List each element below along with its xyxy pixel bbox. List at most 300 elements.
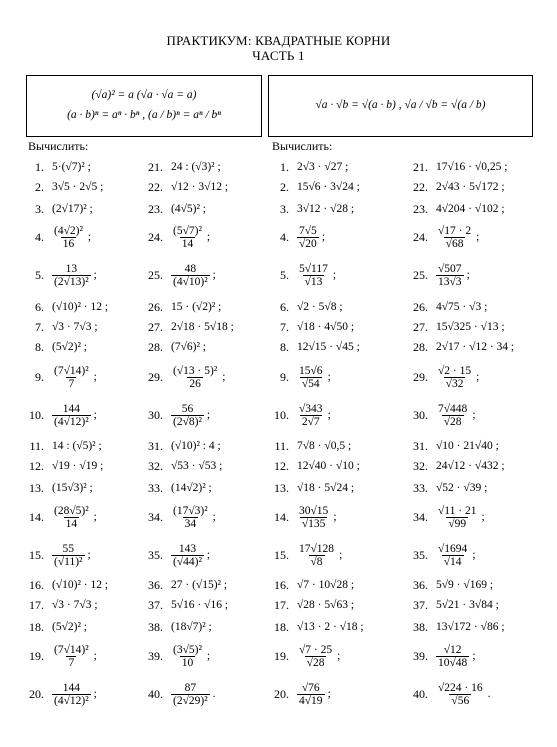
exercise-number: 16. — [274, 577, 289, 592]
exercise-expression: √19 · √19 ; — [52, 460, 104, 472]
exercise-item — [139, 617, 212, 637]
fraction-numerator: 48 — [184, 262, 197, 275]
fraction-denominator: (2√29)² — [173, 694, 208, 707]
fraction-suffix: ; — [93, 687, 97, 700]
exercise-expression: (5√2)² ; — [52, 621, 87, 633]
fraction-denominator: √20 — [299, 237, 317, 250]
fraction-suffix: ; — [93, 370, 97, 383]
fraction-numerator: 144 — [62, 681, 80, 694]
exercise-item — [139, 681, 216, 707]
exercise-item — [404, 199, 505, 219]
exercise-fraction — [171, 543, 210, 568]
fraction — [436, 403, 469, 428]
fraction-suffix: ; — [93, 649, 97, 662]
fraction-denominator: (2√8)² — [173, 415, 202, 428]
exercise-fraction — [297, 263, 336, 288]
fraction-denominator: 14 — [65, 517, 78, 530]
fraction — [171, 505, 210, 530]
exercise-expression: (√10)² : 4 ; — [171, 440, 221, 452]
exercise-expression: √7 · 10√28 ; — [297, 579, 355, 591]
fraction-numerator: √7 · 25 — [299, 643, 333, 656]
exercise-number: 13. — [274, 480, 289, 495]
fraction — [436, 682, 485, 707]
exercise-expression: 3√12 · √28 ; — [297, 203, 355, 215]
fraction-numerator: 17√128 — [299, 542, 335, 555]
exercise-number: 12. — [29, 458, 44, 473]
exercise-number: 36. — [148, 577, 163, 592]
exercise-item — [404, 224, 480, 250]
exercise-number: 22. — [413, 179, 428, 194]
exercise-number: 2. — [280, 179, 289, 194]
exercise-expression: 7√8 · √0,5 ; — [297, 440, 352, 452]
exercise-expression: 15 · (√2)² ; — [171, 301, 222, 313]
fraction — [52, 543, 85, 568]
exercise-item — [28, 297, 108, 317]
exercise-fraction — [171, 263, 216, 288]
exercise-number: 9. — [280, 369, 289, 384]
fraction — [171, 644, 204, 669]
exercise-number: 28. — [413, 339, 428, 354]
fraction-denominator: √135 — [301, 517, 326, 530]
exercise-number: 31. — [413, 438, 428, 453]
fraction-suffix: ; — [87, 548, 91, 561]
fraction-numerator: √1694 — [438, 542, 468, 555]
exercise-number: 20. — [274, 686, 289, 701]
exercise-number: 31. — [148, 438, 163, 453]
fraction — [297, 403, 325, 428]
exercise-item — [273, 617, 364, 637]
exercise-item — [404, 617, 505, 637]
fraction-denominator: 10 — [181, 656, 194, 669]
exercise-fraction — [52, 682, 97, 707]
exercise-expression: (√10)² · 12 ; — [52, 579, 109, 591]
exercise-item — [273, 364, 331, 390]
exercise-item — [404, 542, 476, 568]
exercise-item — [28, 177, 103, 197]
exercise-fraction — [171, 403, 210, 428]
fraction-suffix: . — [212, 687, 216, 700]
exercise-number: 12. — [274, 458, 289, 473]
exercise-item — [273, 317, 354, 337]
fraction-denominator: 7 — [68, 377, 75, 390]
exercise-number: 10. — [274, 407, 289, 422]
exercise-number: 8. — [280, 339, 289, 354]
fraction — [297, 263, 330, 288]
exercise-fraction — [436, 365, 479, 390]
fraction-suffix: ; — [321, 230, 326, 243]
exercise-item — [28, 575, 108, 595]
exercise-item — [28, 317, 98, 337]
exercise-expression: 15√6 · 3√24 ; — [297, 181, 360, 193]
fraction — [436, 644, 469, 669]
fraction — [52, 505, 91, 530]
exercise-expression: 12√15 · √45 ; — [297, 341, 360, 353]
exercise-item — [28, 402, 97, 428]
fraction-suffix: ; — [472, 408, 476, 421]
exercise-number: 40. — [148, 686, 163, 701]
section-header-left: Вычислить: — [28, 139, 89, 153]
exercise-fraction — [52, 263, 97, 288]
exercise-fraction — [436, 644, 476, 669]
fraction — [297, 644, 334, 669]
exercise-item — [404, 317, 505, 337]
exercise-item — [404, 595, 499, 615]
exercise-fraction — [297, 644, 340, 669]
fraction-denominator: √28 — [306, 656, 325, 669]
exercise-item — [28, 504, 97, 530]
fraction-numerator: √343 — [299, 402, 323, 415]
exercise-number: 3. — [35, 201, 44, 216]
exercise-fraction — [436, 263, 470, 288]
exercise-item — [139, 456, 222, 476]
fraction — [436, 263, 464, 288]
exercise-expression: (18√7)² ; — [171, 621, 212, 633]
exercise-item — [139, 364, 226, 390]
fraction-suffix: ; — [466, 268, 470, 281]
exercise-number: 26. — [148, 299, 163, 314]
fraction-denominator: √28 — [443, 415, 462, 428]
exercise-expression: √13 · 2 · √18 ; — [297, 621, 364, 633]
exercise-item — [28, 224, 92, 250]
exercise-item — [273, 643, 341, 669]
page-title: ПРАКТИКУМ: КВАДРАТНЫЕ КОРНИ — [166, 33, 391, 48]
fraction-denominator: √8 — [310, 555, 323, 568]
exercise-item — [404, 504, 485, 530]
exercise-fraction — [297, 682, 331, 707]
exercise-expression: 2√43 · 5√172 ; — [436, 181, 505, 193]
exercise-number: 28. — [148, 339, 163, 354]
exercise-expression: 4√204 · √102 ; — [436, 203, 505, 215]
exercise-expression: 12√40 · √10 ; — [297, 460, 360, 472]
exercise-expression: 5√16 · √16 ; — [171, 599, 229, 611]
exercise-expression: 17√16 · √0,25 ; — [436, 161, 508, 173]
fraction-numerator: (3√5)² — [173, 643, 202, 656]
exercise-item — [404, 575, 493, 595]
exercise-number: 33. — [148, 480, 163, 495]
exercise-number: 19. — [274, 648, 289, 663]
fraction — [436, 543, 469, 568]
fraction-numerator: 87 — [184, 681, 197, 694]
exercise-number: 15. — [274, 547, 289, 562]
exercise-expression: 5√9 · √169 ; — [436, 579, 494, 591]
exercise-fraction — [297, 365, 331, 390]
fraction-numerator: 144 — [62, 402, 80, 415]
exercise-expression: 3√5 · 2√5 ; — [52, 181, 104, 193]
exercise-expression: (2√17)² ; — [52, 203, 93, 215]
exercise-expression: 2√3 · √27 ; — [297, 161, 349, 173]
exercise-item — [28, 542, 91, 568]
fraction-denominator: 34 — [184, 517, 197, 530]
exercise-item — [28, 337, 87, 357]
exercise-expression: √10 · 21√40 ; — [436, 440, 499, 452]
exercise-number: 36. — [413, 577, 428, 592]
fraction — [171, 263, 210, 288]
fraction — [297, 543, 336, 568]
fraction-denominator: (4√10)² — [173, 275, 208, 288]
exercise-number: 24. — [413, 229, 428, 244]
fraction-denominator: √14 — [443, 555, 462, 568]
exercise-number: 25. — [148, 267, 163, 282]
exercise-expression: 5√21 · 3√84 ; — [436, 599, 499, 611]
exercise-item — [404, 364, 480, 390]
fraction-numerator: 13 — [65, 262, 78, 275]
exercise-expression: 14 : (√5)² ; — [52, 440, 102, 452]
exercise-fraction — [171, 682, 216, 707]
fraction-denominator: √56 — [451, 694, 470, 707]
fraction-numerator: √2 · 15 — [438, 364, 472, 377]
exercise-expression: √3 · 7√3 ; — [52, 321, 98, 333]
fraction-suffix: ; — [481, 510, 485, 523]
exercise-expression: (14√2)² ; — [171, 482, 212, 494]
exercise-number: 33. — [413, 480, 428, 495]
exercise-expression: (4√5)² ; — [171, 203, 206, 215]
exercise-number: 29. — [148, 369, 163, 384]
exercise-item — [139, 402, 211, 428]
exercise-number: 34. — [148, 509, 163, 524]
exercise-item — [139, 504, 216, 530]
exercise-fraction — [436, 682, 491, 707]
exercise-item — [28, 364, 97, 390]
exercise-expression: 5·(√7)² ; — [52, 161, 91, 173]
exercise-item — [139, 224, 211, 250]
exercise-item — [404, 436, 499, 456]
fraction-suffix: ; — [212, 268, 216, 281]
fraction-numerator: (7√14)² — [54, 364, 89, 377]
exercise-expression: (5√2)² ; — [52, 341, 87, 353]
exercise-number: 17. — [29, 597, 44, 612]
fraction-suffix: ; — [333, 510, 337, 523]
exercise-number: 3. — [280, 201, 289, 216]
exercise-number: 18. — [29, 619, 44, 634]
exercise-expression: 2√18 · 5√18 ; — [171, 321, 234, 333]
fraction — [436, 365, 473, 390]
fraction-denominator: (√11)² — [54, 555, 83, 568]
exercise-expression: √2 · 5√8 ; — [297, 301, 343, 313]
exercise-expression: (7√6)² ; — [171, 341, 206, 353]
exercise-expression: √18 · 5√24 ; — [297, 482, 355, 494]
exercise-fraction — [436, 403, 476, 428]
fraction-numerator: √11 · 21 — [438, 504, 477, 517]
fraction-numerator: 5√117 — [299, 262, 328, 275]
exercise-item — [273, 478, 354, 498]
exercise-number: 25. — [413, 267, 428, 282]
fraction-numerator: 55 — [62, 542, 74, 555]
fraction-numerator: √17 · 2 — [438, 224, 472, 237]
fraction-suffix: ; — [327, 370, 331, 383]
exercise-number: 10. — [29, 407, 44, 422]
exercise-item — [404, 643, 476, 669]
exercise-item — [273, 402, 331, 428]
exercise-number: 38. — [148, 619, 163, 634]
fraction-numerator: 30√15 — [299, 504, 329, 517]
exercise-number: 26. — [413, 299, 428, 314]
fraction-denominator: (4√12)² — [54, 415, 89, 428]
exercise-expression: √18 · 4√50 ; — [297, 321, 355, 333]
exercise-expression: √28 · 5√63 ; — [297, 599, 355, 611]
exercise-number: 32. — [413, 458, 428, 473]
fraction-numerator: (17√3)² — [173, 504, 208, 517]
fraction-denominator: 7 — [68, 656, 75, 669]
exercise-fraction — [436, 543, 476, 568]
fraction-denominator: (√44)² — [173, 555, 202, 568]
exercise-fraction — [171, 365, 225, 390]
exercise-item — [139, 478, 212, 498]
exercise-item — [139, 177, 228, 197]
fraction-denominator: 13√3 — [438, 275, 462, 288]
fraction — [171, 365, 219, 390]
exercise-number: 19. — [29, 648, 44, 663]
exercise-number: 21. — [413, 159, 428, 174]
fraction-numerator: 15√6 — [299, 364, 323, 377]
exercise-item — [139, 595, 228, 615]
exercise-number: 7. — [280, 319, 289, 334]
exercise-fraction — [171, 505, 216, 530]
exercise-expression: √53 · √53 ; — [171, 460, 223, 472]
exercise-item — [273, 542, 343, 568]
exercise-fraction — [52, 505, 97, 530]
exercise-item — [273, 224, 326, 250]
exercise-number: 14. — [274, 509, 289, 524]
exercise-expression: 13√172 · √86 ; — [436, 621, 505, 633]
fraction-suffix: ; — [206, 649, 211, 662]
exercise-number: 1. — [35, 159, 44, 174]
exercise-expression: 24√12 · √432 ; — [436, 460, 505, 472]
exercise-number: 16. — [29, 577, 44, 592]
formula-power-rules: (a · b)ⁿ = aⁿ · bⁿ , (a / b)ⁿ = aⁿ / bⁿ — [67, 109, 221, 121]
fraction-denominator: 16 — [62, 237, 75, 250]
fraction-suffix: ; — [337, 649, 341, 662]
exercise-number: 37. — [148, 597, 163, 612]
fraction — [52, 225, 85, 250]
fraction-suffix: ; — [472, 548, 476, 561]
exercise-item — [28, 436, 102, 456]
exercise-item — [273, 262, 337, 288]
exercise-fraction — [297, 225, 325, 250]
exercise-item — [139, 337, 206, 357]
fraction — [297, 365, 325, 390]
exercise-item — [273, 157, 348, 177]
fraction-numerator: (7√14)² — [54, 643, 89, 656]
exercise-number: 2. — [35, 179, 44, 194]
fraction-suffix: ; — [206, 548, 211, 561]
fraction — [52, 263, 91, 288]
fraction-denominator: √68 — [445, 237, 464, 250]
exercise-item — [404, 681, 491, 707]
exercise-item — [139, 262, 216, 288]
exercise-number: 18. — [274, 619, 289, 634]
fraction-numerator: (4√2)² — [54, 224, 83, 237]
exercise-item — [28, 157, 91, 177]
exercise-fraction — [297, 403, 331, 428]
exercise-item — [139, 643, 211, 669]
exercise-item — [28, 595, 98, 615]
exercise-item — [273, 575, 354, 595]
exercise-expression: √12 · 3√12 ; — [171, 181, 229, 193]
fraction-numerator: 143 — [178, 542, 197, 555]
exercise-fraction — [297, 505, 337, 530]
exercise-number: 39. — [413, 648, 428, 663]
formula-box-left — [26, 75, 262, 137]
page-subtitle: ЧАСТЬ 1 — [252, 48, 305, 63]
fraction-denominator: 2√7 — [301, 415, 320, 428]
fraction-numerator: 7√448 — [438, 402, 468, 415]
exercise-item — [28, 456, 103, 476]
fraction-suffix: ; — [206, 230, 211, 243]
exercise-number: 29. — [413, 369, 428, 384]
exercise-item — [404, 157, 507, 177]
exercise-expression: 2√17 · √12 · 34 ; — [436, 341, 515, 353]
fraction — [297, 225, 319, 250]
exercise-item — [139, 575, 227, 595]
exercise-number: 11. — [29, 438, 44, 453]
exercise-number: 4. — [35, 229, 44, 244]
fraction-numerator: (28√5)² — [54, 504, 89, 517]
exercise-fraction — [171, 644, 210, 669]
exercise-item — [273, 337, 360, 357]
exercise-number: 15. — [29, 547, 44, 562]
fraction-denominator: √32 — [445, 377, 464, 390]
exercise-fraction — [52, 644, 97, 669]
fraction-suffix: ; — [476, 230, 480, 243]
fraction-suffix: ; — [472, 649, 476, 662]
exercise-fraction — [436, 505, 485, 530]
exercise-number: 30. — [148, 407, 163, 422]
fraction-denominator: 14 — [181, 237, 194, 250]
exercise-item — [139, 157, 221, 177]
exercise-item — [139, 317, 234, 337]
exercise-number: 11. — [274, 438, 289, 453]
fraction — [52, 365, 91, 390]
fraction-suffix: ; — [222, 370, 226, 383]
fraction — [297, 505, 330, 530]
exercise-item — [404, 478, 487, 498]
exercise-number: 21. — [148, 159, 163, 174]
exercise-item — [404, 262, 470, 288]
exercise-item — [404, 456, 505, 476]
fraction — [171, 403, 204, 428]
exercise-item — [139, 297, 221, 317]
fraction-denominator: √99 — [448, 517, 467, 530]
exercise-number: 1. — [280, 159, 289, 174]
fraction-suffix: ; — [93, 408, 97, 421]
fraction-denominator: 10√48 — [438, 656, 468, 669]
fraction — [171, 543, 204, 568]
exercise-expression: 24 : (√3)² ; — [171, 161, 221, 173]
exercise-number: 13. — [29, 480, 44, 495]
exercise-fraction — [171, 225, 210, 250]
exercise-item — [404, 297, 487, 317]
exercise-expression: √52 · √39 ; — [436, 482, 488, 494]
exercise-item — [273, 456, 360, 476]
exercise-expression: 27 · (√15)² ; — [171, 579, 228, 591]
fraction-denominator: √13 — [304, 275, 323, 288]
fraction-suffix: ; — [327, 408, 331, 421]
exercise-item — [273, 595, 354, 615]
fraction-numerator: (√13 · 5)² — [173, 364, 218, 377]
fraction — [52, 644, 91, 669]
exercise-item — [273, 199, 354, 219]
exercise-number: 4. — [280, 229, 289, 244]
exercise-number: 17. — [274, 597, 289, 612]
fraction-numerator: 56 — [181, 402, 194, 415]
exercise-item — [139, 436, 221, 456]
exercise-number: 6. — [35, 299, 44, 314]
fraction — [52, 682, 91, 707]
exercise-fraction — [52, 403, 97, 428]
exercise-number: 23. — [148, 201, 163, 216]
exercise-number: 40. — [413, 686, 428, 701]
exercise-number: 9. — [35, 369, 44, 384]
